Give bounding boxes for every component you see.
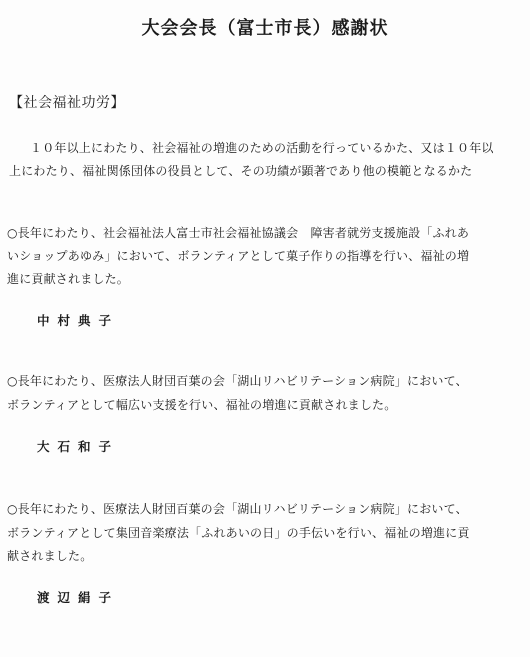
recipient-1-line-1: ○長年にわたり、社会福祉法人富士市社会福祉協議会 障害者就労支援施設「ふれあ bbox=[7, 226, 470, 240]
recipient-2-line-1: ○長年にわたり、医療法人財団百葉の会「湖山リハビリテーション病院」において、 bbox=[7, 374, 468, 388]
recipient-3-line-1: ○長年にわたり、医療法人財団百葉の会「湖山リハビリテーション病院」において、 bbox=[7, 502, 468, 516]
criteria-line-2: 上にわたり、福祉関係団体の役員として、その功績が顕著であり他の模範となるかた bbox=[9, 164, 473, 178]
recipient-2-name: 大石和子 bbox=[37, 439, 120, 454]
recipient-3-line-2: ボランティアとして集団音楽療法「ふれあいの日」の手伝いを行い、福祉の増進に貢 bbox=[7, 526, 470, 540]
recipient-1-line-2: いショップあゆみ」において、ボランティアとして菓子作りの指導を行い、福祉の増 bbox=[7, 249, 470, 263]
category-heading: 【社会福祉功労】 bbox=[9, 95, 125, 111]
recipient-1-line-3: 進に貢献されました。 bbox=[7, 272, 130, 286]
recipient-1-name: 中村典子 bbox=[37, 313, 120, 328]
recipient-3-line-3: 献されました。 bbox=[7, 549, 93, 563]
criteria-line-1: １０年以上にわたり、社会福祉の増進のための活動を行っているかた、又は１０年以 bbox=[30, 141, 494, 155]
document-title: 大会会長（富士市長）感謝状 bbox=[141, 18, 389, 39]
recipient-2-line-2: ボランティアとして幅広い支援を行い、福祉の増進に貢献されました。 bbox=[7, 398, 397, 412]
recipient-3-name: 渡辺絹子 bbox=[37, 590, 120, 605]
